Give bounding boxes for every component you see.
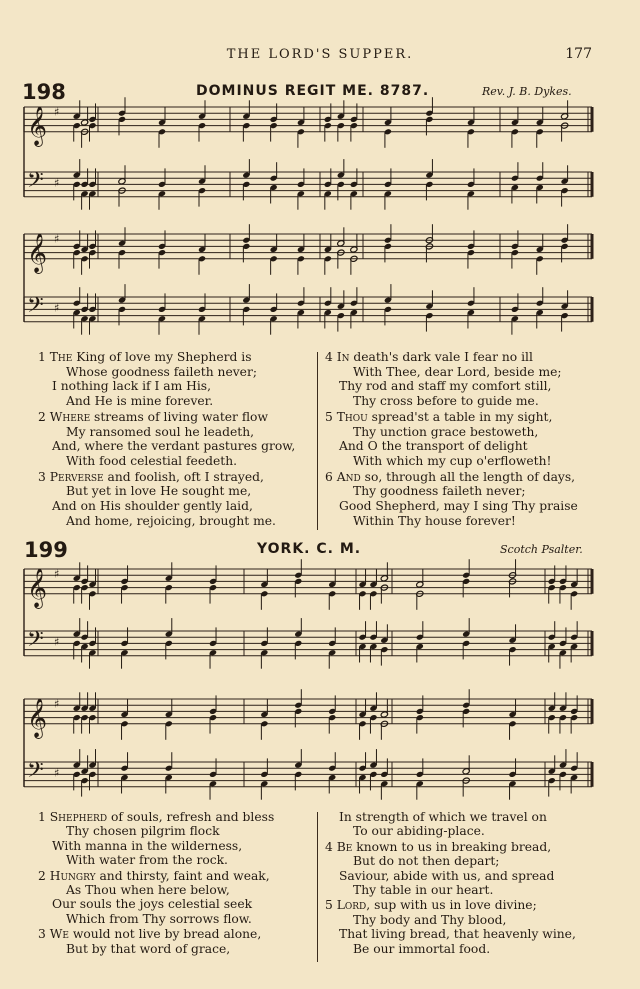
verse-line: Saviour, abide with us, and spread	[339, 868, 555, 883]
key-signature: ♯	[54, 301, 60, 315]
treble-clef: 𝄞	[27, 697, 48, 738]
verse-line: With which my cup o'erfloweth!	[353, 453, 552, 468]
verse-line: 3 Perverse and foolish, oft I strayed,	[38, 469, 264, 484]
verse-line: Thy goodness faileth never;	[353, 484, 526, 499]
tune-title: DOMINUS REGIT ME. 8787.	[196, 83, 430, 99]
tune-title: YORK. C. M.	[257, 541, 362, 557]
verse-line: And home, rejoicing, brought me.	[66, 513, 276, 528]
verse-line: Good Shepherd, may I sing Thy praise	[339, 499, 578, 513]
bass-clef: 𝄢	[27, 168, 44, 199]
verse-line: 3 We would not live by bread alone,	[38, 927, 262, 942]
verse-line: With manna in the wilderness,	[52, 838, 243, 853]
verse-line: 5 Lord, sup with us in love divine;	[325, 898, 537, 913]
verse-line: 2 Where streams of living water flow	[38, 409, 268, 424]
verse-line: With Thee, dear Lord, beside me;	[353, 364, 562, 379]
verse-line: Which from Thy sorrows flow.	[66, 911, 252, 926]
verse-line: But by that word of grace,	[66, 941, 231, 956]
verse-line: Thy unction grace bestoweth,	[353, 424, 539, 439]
bass-clef: 𝄢	[27, 627, 44, 658]
verse-line: My ransomed soul he leadeth,	[66, 424, 255, 439]
bass-clef: 𝄢	[27, 758, 44, 789]
verse-line: 6 And so, through all the length of days,	[325, 469, 576, 484]
verse-line: Thy table in our heart.	[353, 883, 494, 897]
verse-line: With food celestial feedeth.	[66, 453, 238, 468]
key-signature: ♯	[54, 567, 60, 581]
column-divider	[317, 812, 318, 962]
verse-line: Thy rod and staff my comfort still,	[339, 379, 552, 394]
verse-line: Our souls the joys celestial seek	[52, 897, 253, 912]
verse-line: And He is mine forever.	[66, 394, 214, 409]
verse-line: In strength of which we travel on	[339, 810, 547, 824]
verse-line: I nothing lack if I am His,	[52, 379, 212, 394]
verse-line: That living bread, that heavenly wine,	[339, 927, 576, 942]
verse-line: And O the transport of delight	[339, 439, 528, 454]
verse-line: But yet in love He sought me,	[66, 484, 252, 499]
treble-clef: 𝄞	[27, 232, 48, 273]
verse-line: Whose goodness faileth never;	[66, 364, 257, 379]
page-number: 177	[565, 46, 592, 62]
composer-credit: Scotch Psalter.	[500, 543, 583, 556]
verse-line: Thy cross before to guide me.	[353, 394, 539, 409]
verse-line: But do not then depart;	[353, 854, 500, 869]
verse-line: And on His shoulder gently laid,	[52, 499, 253, 513]
verse-line: 5 Thou spread'st a table in my sight,	[325, 409, 553, 424]
hymn-number: 199	[24, 538, 68, 562]
verse-line: 2 Hungry and thirsty, faint and weak,	[38, 868, 270, 883]
verse-line: 4 Be known to us in breaking bread,	[325, 839, 552, 854]
verse-line: Within Thy house forever!	[353, 513, 516, 528]
key-signature: ♯	[54, 232, 60, 246]
verse-line: 1 The King of love my Shepherd is	[38, 350, 252, 364]
key-signature: ♯	[54, 635, 60, 649]
key-signature: ♯	[54, 697, 60, 711]
composer-credit: Rev. J. B. Dykes.	[482, 85, 572, 98]
verse-line: Be our immortal food.	[353, 941, 491, 956]
verse-line: Thy body and Thy blood,	[353, 912, 507, 927]
column-divider	[317, 352, 318, 530]
verse-line: As Thou when here below,	[66, 883, 230, 897]
verse-line: 4 In death's dark vale I fear no ill	[325, 350, 533, 364]
treble-clef: 𝄞	[27, 105, 48, 146]
bass-clef: 𝄢	[27, 293, 44, 324]
verse-line: And, where the verdant pastures grow,	[52, 439, 296, 454]
verse-line: Thy chosen pilgrim flock	[66, 824, 220, 839]
running-header: THE LORD'S SUPPER.	[226, 47, 414, 62]
verse-line: With water from the rock.	[66, 853, 228, 868]
verse-line: 1 Shepherd of souls, refresh and bless	[38, 810, 275, 824]
hymn-number: 198	[22, 80, 66, 104]
treble-clef: 𝄞	[27, 567, 48, 608]
verse-line: To our abiding-place.	[353, 824, 485, 839]
key-signature: ♯	[54, 766, 60, 780]
key-signature: ♯	[54, 105, 60, 119]
key-signature: ♯	[54, 176, 60, 190]
